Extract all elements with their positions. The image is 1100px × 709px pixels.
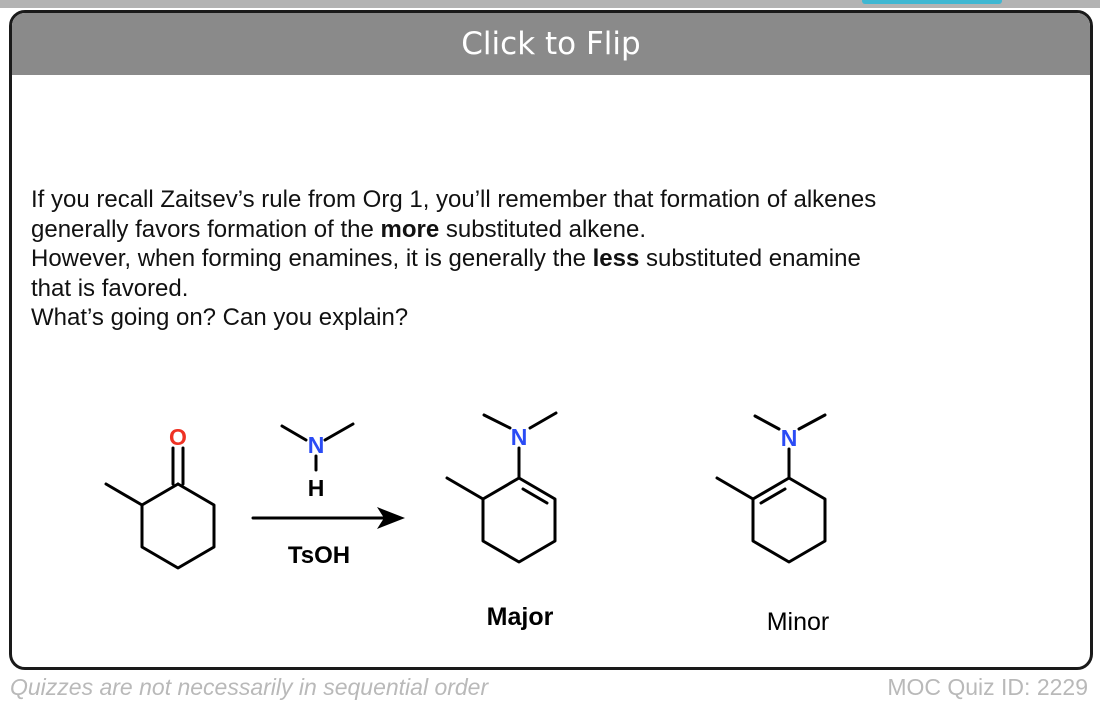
reagent-label: TsOH <box>287 542 351 569</box>
quiz-id: MOC Quiz ID: 2229 <box>887 674 1088 700</box>
minor-methyl-bond-right <box>799 415 825 429</box>
amine-methyl-bond-right <box>325 424 353 440</box>
minor-label: Minor <box>766 608 830 636</box>
ketone-structure <box>106 448 214 568</box>
major-nitrogen-label: N <box>510 424 528 450</box>
click-to-flip-button[interactable]: Click to Flip <box>12 13 1090 75</box>
minor-nitrogen-label: N <box>780 425 798 451</box>
question-line-4: that is favored. <box>31 274 189 302</box>
amine-nitrogen-label: N <box>307 432 325 458</box>
major-methyl-bond <box>447 478 483 499</box>
major-methyl-bond-left <box>484 415 510 428</box>
major-ring <box>483 478 555 562</box>
question-text-segment: However, when forming enamines, it is generally the <box>31 245 593 272</box>
question-text-segment: generally favors formation of the <box>31 215 381 243</box>
major-methyl-bond-right <box>530 413 556 428</box>
question-text-segment: substituted alkene. <box>439 215 647 243</box>
amine-methyl-bond-left <box>282 426 306 440</box>
minor-ring <box>753 478 825 562</box>
ketone-methyl-bond <box>106 484 142 505</box>
oxygen-label: O <box>169 424 187 450</box>
emphasis-more: more <box>380 215 440 243</box>
question-text-segment: substituted enamine <box>639 245 861 272</box>
ketone-ring <box>142 484 214 568</box>
emphasis-less: less <box>592 245 640 272</box>
sequence-note: Quizzes are not necessarily in sequential order <box>10 674 489 700</box>
major-product-structure <box>447 413 556 562</box>
amine-hydrogen-label: H <box>307 475 325 501</box>
question-line-1: If you recall Zaitsev’s rule from Org 1, you’ll remember that formation of alkenes <box>31 186 877 213</box>
minor-methyl-bond <box>717 478 753 499</box>
minor-product-structure <box>717 415 825 562</box>
major-label: Major <box>486 603 554 631</box>
minor-methyl-bond-left <box>755 416 779 429</box>
question-line-5: What’s going on? Can you explain? <box>31 304 409 331</box>
